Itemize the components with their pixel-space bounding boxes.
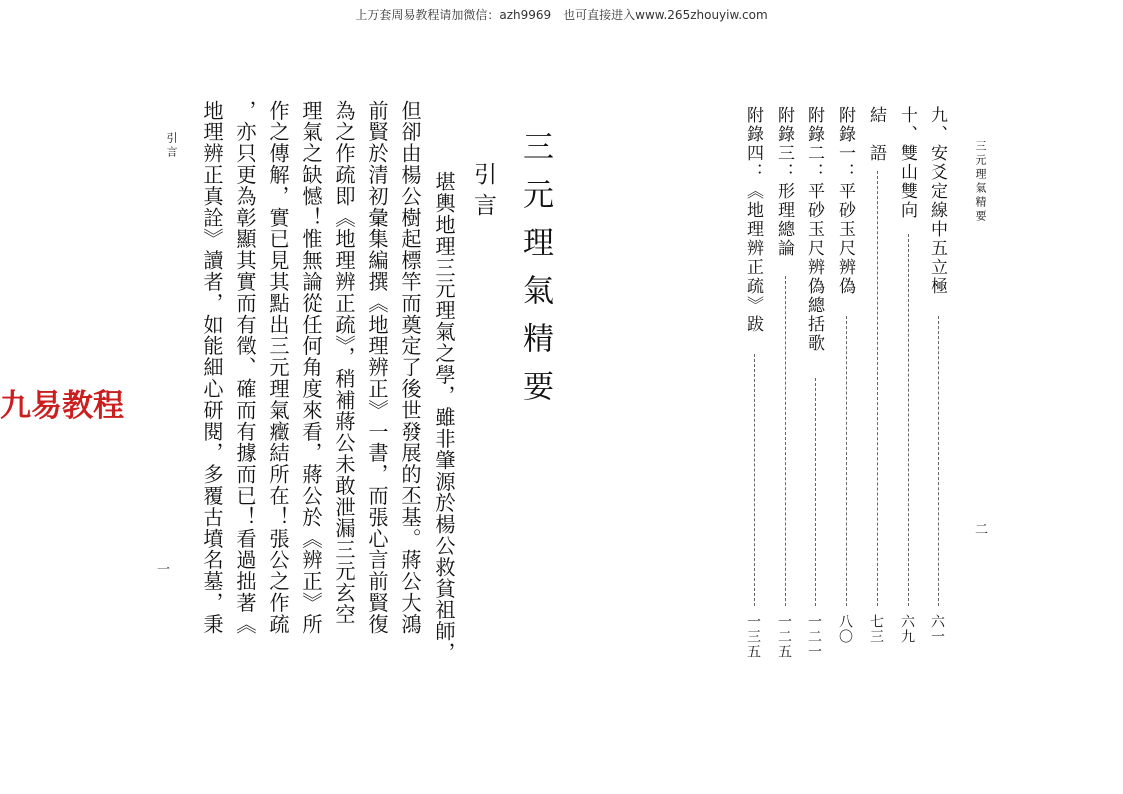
toc-entry [741, 106, 769, 659]
left-folio: 一 [154, 562, 169, 578]
toc-entry-label: 附錄四：《地理辨正疏》跋 [743, 106, 763, 334]
toc-leader [846, 316, 847, 606]
toc-entry-label: 結 語 [866, 106, 886, 163]
toc-entry-label: 附錄二：平砂玉尺辨偽總括歌 [804, 106, 824, 353]
toc-entry-page: 一三五 [745, 614, 761, 659]
right-folio: 二 [972, 522, 987, 538]
header-banner: 上万套周易教程请加微信：azh9969 也可直接进入www.265zhouyiw.com [355, 8, 768, 22]
toc-entry [925, 106, 953, 646]
toc-leader [754, 354, 755, 606]
watermark-logo: 九易教程 [0, 388, 124, 424]
paragraph-line: 地理辨正真詮》讀者，如能細心研閱，多覆古墳名墓，秉 [200, 100, 224, 635]
paragraph-line: 理氣之缺憾！惟無論從任何角度來看，蔣公於《辨正》所 [299, 100, 323, 635]
toc-entry-page: 一二一 [806, 614, 822, 659]
toc-leader [908, 234, 909, 606]
paragraph-line: 為之作疏即《地理辨正疏》，稍補蔣公未敢泄漏三元玄空 [332, 100, 356, 625]
toc-entry-label: 附錄一：平砂玉尺辨偽 [835, 106, 855, 296]
toc-leader [815, 378, 816, 606]
toc-entry-page: 八〇 [837, 614, 853, 644]
right-running-head: 三元理氣精要 [974, 140, 987, 224]
toc-entry [802, 106, 830, 659]
paragraph-line: 但卻由楊公樹起標竿而奠定了後世發展的丕基。蔣公大鴻 [398, 100, 422, 635]
toc-entry-page: 六九 [899, 614, 915, 644]
paragraph-line: 作之傳解，實已見其點出三元理氣癥結所在！張公之作疏 [266, 100, 290, 635]
toc-entry [864, 106, 892, 646]
toc-entry-label: 九、安爻定線中五立極 [927, 106, 947, 296]
toc-leader [785, 276, 786, 606]
paragraph-line: 堪輿地理三元理氣之學，雖非肇源於楊公救貧祖師， [432, 150, 456, 664]
toc-entry [772, 106, 800, 659]
paragraph-line: 前賢於清初彙集編撰《地理辨正》一書，而張心言前賢復 [365, 100, 389, 635]
toc-entry-label: 十、雙山雙向 [897, 106, 917, 220]
paragraph-line: ，亦只更為彰顯其實而有徵、確而有據而已！看過拙著《 [233, 100, 257, 635]
toc-entry-page: 六一 [929, 614, 945, 644]
toc-entry-page: 七三 [868, 614, 884, 644]
toc-leader [877, 171, 878, 606]
toc-entry [833, 106, 861, 646]
toc-entry-page: 一二五 [776, 614, 792, 659]
toc-entry-label: 附錄三：形理總論 [774, 106, 794, 258]
toc-leader [938, 316, 939, 606]
left-margin-header: 引言 [165, 132, 178, 160]
toc-entry [895, 106, 923, 646]
book-title: 三元理氣精要 [517, 130, 553, 418]
section-heading: 引言 [470, 162, 496, 224]
